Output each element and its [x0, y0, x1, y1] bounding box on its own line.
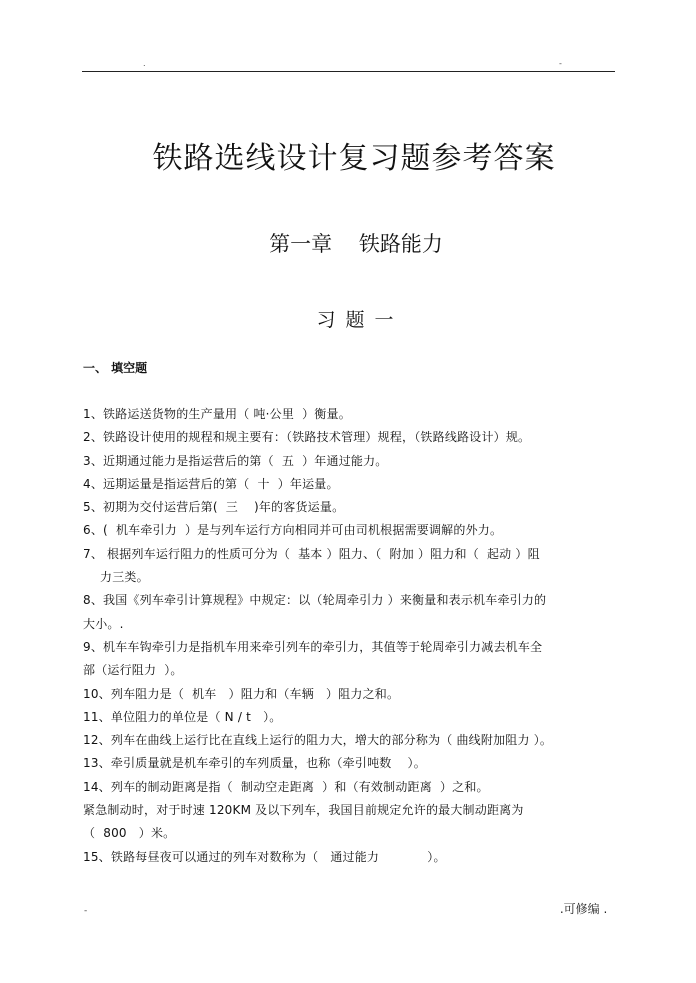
question-line-continuation: 紧急制动时，对于时速 120KM 及以下列车，我国目前规定允许的最大制动距离为 [83, 803, 524, 818]
question-line: 10、列车阻力是（ 机车 ）阻力和（车辆 ）阻力之和。 [83, 686, 400, 701]
chapter-heading: 第一章 铁路能力 [269, 232, 443, 256]
question-line-continuation: （ 800 ）米。 [83, 826, 176, 841]
question-line: 2、铁路设计使用的规程和规主要有：（铁路技术管理）规程，（铁路线路设计）规。 [83, 430, 531, 445]
question-line: 5、初期为交付运营后第( 三 )年的客货运量。 [83, 500, 345, 515]
exercise-set-heading: 习 题 一 [316, 309, 396, 331]
question-line: 4、远期运量是指运营后的第（ 十 ）年运量。 [83, 476, 339, 491]
question-line: 9、机车车钩牵引力是指机车用来牵引列车的牵引力，其值等于轮周牵引力减去机车全 [83, 639, 543, 654]
question-line: 6、( 机车牵引力 ）是与列车运行方向相同并可由司机根据需要调解的外力。 [83, 523, 503, 538]
section-heading: 一、 填空题 [83, 361, 148, 375]
question-line-continuation: 力三类。 [100, 570, 149, 585]
footer-editable-note: .可修编 . [556, 902, 608, 916]
question-line-continuation: 大小。. [83, 616, 124, 631]
question-line: 8、我国《列车牵引计算规程》中规定：以（轮周牵引力 ）来衡量和表示机车牵引力的 [83, 593, 547, 608]
question-line: 13、牵引质量就是机车牵引的车列质量，也称（牵引吨数 ）。 [83, 756, 426, 771]
footer-left-mark: - [84, 906, 88, 916]
document-title: 铁路选线设计复习题参考答案 [152, 141, 556, 176]
header-left-mark: . [143, 59, 146, 68]
question-line: 12、列车在曲线上运行比在直线上运行的阻力大，增大的部分称为（ 曲线附加阻力 ）。 [83, 733, 553, 748]
header-right-mark: - [559, 59, 562, 68]
question-line: 1、铁路运送货物的生产量用（ 吨·公里 ）衡量。 [83, 407, 351, 421]
question-line: 7、 根据列车运行阻力的性质可分为（ 基本 ）阻力、（ 附加 ）阻力和（ 起动 ）阻 [83, 546, 540, 561]
question-line: 15、铁路每昼夜可以通过的列车对数称为（ 通过能力 ）。 [83, 849, 446, 864]
question-line: 14、列车的制动距离是指（ 制动空走距离 ）和（有效制动距离 ）之和。 [83, 779, 489, 794]
question-line-continuation: 部（运行阻力 ）。 [83, 663, 183, 678]
question-line: 11、单位阻力的单位是（ N / t ）。 [83, 709, 282, 724]
header-rule [82, 71, 615, 72]
question-list [83, 403, 623, 869]
question-line: 3、近期通过能力是指运营后的第（ 五 ）年通过能力。 [83, 453, 388, 468]
